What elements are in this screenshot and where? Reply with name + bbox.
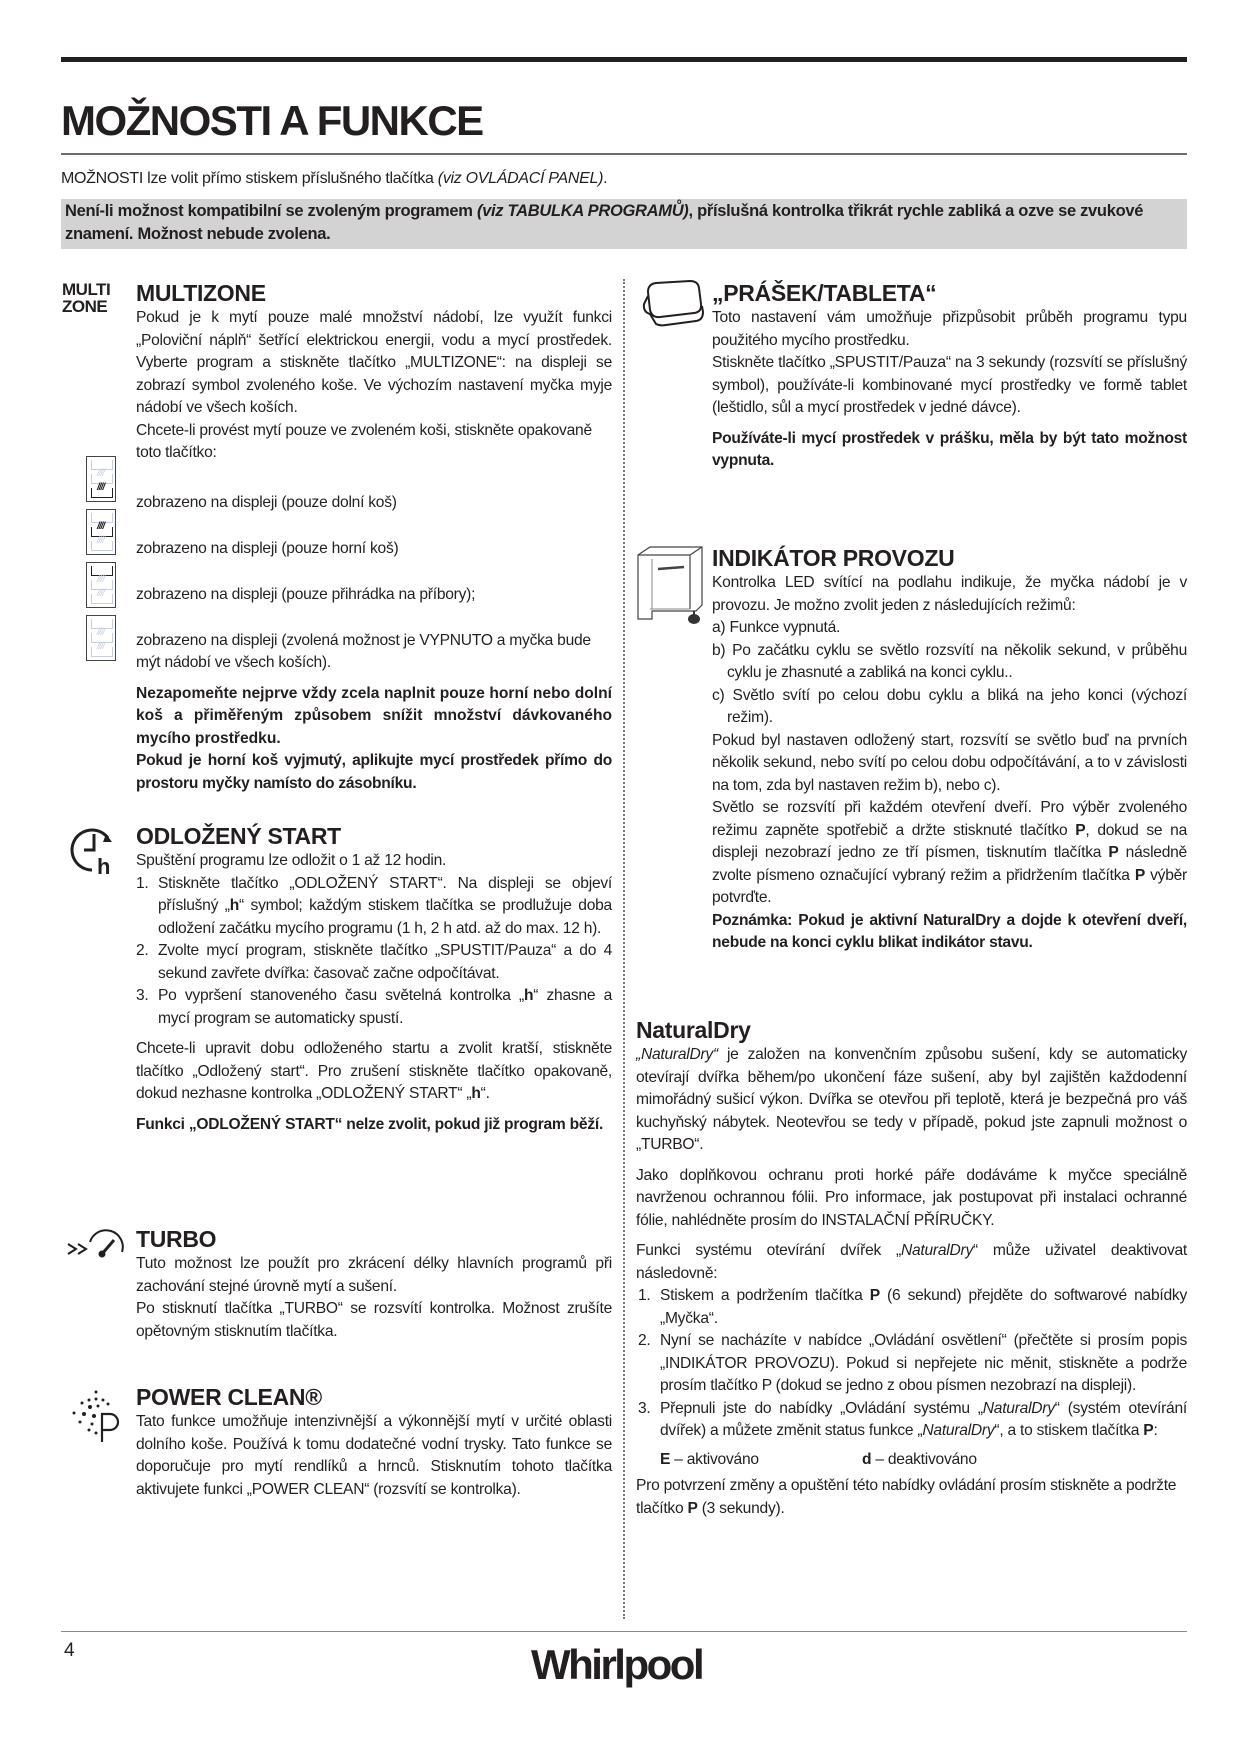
paragraph (136, 307, 612, 420)
multizone-icon-line: MULTI (62, 280, 111, 299)
text-run: h (229, 897, 239, 914)
page-title: MOŽNOSTI A FUNKCE (61, 97, 483, 144)
text-run: (3 sekundy). (697, 1499, 785, 1517)
text-run: Spuštění programu lze odložit o 1 až 12 hodin. (136, 852, 447, 869)
naturaldry-steps (636, 1285, 1187, 1443)
paragraph (712, 730, 1187, 798)
text-run: Stiskem a podržením tlačítka (660, 1287, 870, 1304)
text-run: . (603, 170, 608, 187)
text-run: “ symbol; každým stiskem tlačítka se prodlužuje doba odložení začátku mycího programu (1 h, 2 h atd. až do max. 12 h). (158, 897, 612, 937)
basket-cutlery-icon: //// //// (86, 562, 116, 608)
text-run: P (1075, 821, 1086, 839)
text-run: P (1134, 866, 1145, 884)
intro-text (61, 168, 607, 190)
text-run: P (1108, 844, 1119, 861)
multizone-icon-line: ZONE (62, 297, 108, 316)
status-legend (636, 1449, 1187, 1472)
text-run: následně zvolte písmeno označující vybraný režim a přidržením tlačítka (712, 844, 1187, 884)
text-run: , příslušná kontrolka třikrát rychle zabliká a ozve se zvukové znamení. Možnost nebude zvolena. (65, 202, 1144, 243)
page-number: 4 (64, 1640, 75, 1661)
section-heading: „PRÁŠEK/TABLETA“ (712, 280, 937, 306)
section-multizone (136, 279, 612, 795)
list-item (638, 1398, 1187, 1443)
mode-c: c) Světlo svítí po celou dobu cyklu a bliká na jeho konci (výchozí režim). (712, 686, 1187, 726)
basket-option-cutlery: zobrazeno na displeji (pouze přihrádka na příbory); (136, 585, 476, 603)
text-run: NaturalDry (922, 1422, 995, 1439)
text-run: h (523, 987, 534, 1004)
list-text (660, 1400, 1187, 1440)
paragraph (136, 1298, 612, 1343)
text-run: , dokud se na displeji nezobrazí jedno ze tří písmen, tisknutím tlačítka (712, 821, 1187, 861)
text-run: Chcete-li upravit dobu odloženého startu a zvolit kratší, stiskněte tlačítko „Odložený start“. Pro zrušení stiskněte tlačítko opakovaně, dokud nezhasne kontrolka „ODLOŽENÝ START“ „ (136, 1040, 612, 1102)
power-clean-icon (70, 1388, 124, 1444)
paragraph (136, 850, 612, 873)
paragraph (712, 572, 1187, 617)
text-run: “ (systém otevírání dvířek) a můžete změnit status funkce „ (660, 1399, 1187, 1439)
text-run: d (862, 1450, 872, 1468)
note (712, 428, 1187, 473)
text-run: NaturalDry (982, 1399, 1055, 1417)
text-run: NaturalDry (900, 1242, 973, 1259)
text-run: Tato funkce umožňuje intenzivnější a výkonnější mytí v určité oblasti dolního koše. Používá k tomu dodatečné vodní trysky. Tato funkce se doporučuje pro mytí rendlíků a hrnců. Stisknutím tohoto tlačítka aktivujete funkci „POWER CLEAN“ (rozsvítí se kontrolka). (136, 1413, 612, 1498)
paragraph (712, 352, 1187, 420)
text-run: (viz TABULKA PROGRAMŮ) (476, 202, 689, 220)
paragraph (636, 1165, 1187, 1233)
paragraph (636, 1475, 1187, 1520)
compatibility-warning (61, 199, 1187, 249)
paragraph (712, 797, 1187, 910)
text-run: „NaturalDry“ (636, 1046, 718, 1063)
paragraph (136, 1253, 612, 1298)
section-heading: ODLOŽENÝ START (136, 823, 341, 849)
list-number: 3. (638, 1399, 651, 1417)
text-run: “. (480, 1085, 490, 1102)
text-run: : (1153, 1422, 1158, 1439)
text-run: Není-li možnost kompatibilní se zvoleným programem (65, 202, 477, 220)
section-heading: POWER CLEAN® (136, 1384, 322, 1410)
svg-text:h: h (97, 854, 111, 878)
basket-lower-icon: //// //// (86, 456, 116, 502)
list-item (638, 1330, 1187, 1398)
paragraph (636, 1044, 1187, 1157)
title-rule (61, 153, 1187, 155)
paragraph (136, 420, 612, 465)
paragraph (136, 1411, 612, 1501)
text-run: h (471, 1085, 481, 1102)
list-text (158, 875, 612, 937)
text-run: Funkci „ODLOŽENÝ START“ nelze zvolit, pokud již program běží. (136, 1115, 604, 1133)
text-run: Světlo se rozsvítí při každém otevření dveří. Pro výběr zvoleného režimu zapněte spotřebič a držte stisknuté tlačítko (712, 799, 1187, 839)
section-delay-start (136, 822, 612, 1136)
text-run: Nyní se nacházíte v nabídce „Ovládání osvětlení“ (přečtěte si prosím popis „INDIKÁTOR PROVOZU). Pokud si nepřejete nic měnit, stiskněte a podrže prosím tlačítko P (dokud se jedno z obou písmen nezobrazí na displeji). (660, 1332, 1187, 1394)
text-run: Poznámka: Pokud je aktivní NaturalDry a dojde k otevření dveří, nebude na konci cyklu blikat indikátor stavu. (712, 911, 1187, 951)
list-number: 2. (638, 1332, 651, 1349)
text-run: – aktivováno (670, 1450, 759, 1468)
text-run: Kontrolka LED svítící na podlahu indikuje, že myčka nádobí je v provozu. Je možno zvolit jeden z následujících režimů: (712, 574, 1187, 614)
whirlpool-logo: Whirlpool (531, 1641, 703, 1688)
note (136, 750, 612, 795)
text-run: P (1143, 1422, 1154, 1439)
text-run: Zvolte mycí program, stiskněte tlačítko „SPUSTIT/Pauza“ a do 4 sekund zavřete dvířka: časovač začne odpočítávat. (158, 942, 612, 982)
turbo-icon (66, 1228, 128, 1260)
text-run: je založen na konvenčním způsobu sušení, kdy se automaticky otevírají dvířka během/po ukončení fáze sušení, aby byl zajištěn každodenní mimořádný sušicí výkon. Dvířka se otevřou při teplotě, která je bezpečná pro váš kuchyňský nábytek. Neotevřou se tedy v případě, pokud jste zapnuli možnost o „TURBO“. (636, 1046, 1187, 1153)
text-run: Pro potvrzení změny a opuštění této nabídky ovládání prosím stiskněte a podržte tlačítko (636, 1477, 1177, 1517)
list-number: 1. (136, 874, 149, 892)
list-item (136, 985, 612, 1030)
section-heading: TURBO (136, 1226, 217, 1252)
text-run: Pokud je horní koš vyjmutý, aplikujte mycí prostředek přímo do prostoru myčky namísto do zásobníku. (136, 752, 612, 792)
section-heading: INDIKÁTOR PROVOZU (712, 545, 955, 571)
text-run: Toto nastavení vám umožňuje přizpůsobit průběh programu typu použitého mycího prostředku. (712, 309, 1187, 349)
text-run: (6 sekund) přejděte do softwarové nabídky „Myčka“. (660, 1287, 1187, 1327)
basket-option-lower: zobrazeno na displeji (pouze dolní koš) (136, 493, 397, 511)
text-run: Nezapomeňte nejprve vždy zcela naplnit pouze horní nebo dolní koš a přiměřeným způsobem snížit množství dávkovaného mycího prostředku. (136, 684, 612, 747)
dishwasher-floor-light-icon (636, 545, 708, 629)
basket-option-all: zobrazeno na displeji (zvolená možnost je VYPNUTO a myčka bude mýt nádobí ve všech koších). (136, 631, 591, 671)
text-run: P (869, 1287, 880, 1304)
text-run: – deaktivováno (871, 1450, 977, 1468)
text-run: E (660, 1450, 671, 1468)
text-run: Jako doplňkovou ochranu proti horké páře dodáváme k myčce speciálně navrženou ochrannou fólii. Pro informace, jak postupovat při instalaci ochranné fólie, nahlédněte prosím do INSTALAČNÍ PŘÍRUČKY. (636, 1166, 1187, 1229)
text-run: Pokud byl nastaven odložený start, rozsvítí se světlo buď na prvních několik sekund, nebo svítí po celou dobu odpočítávání, a to v závislosti na tom, zda byl nastaven režim b), nebo c). (712, 731, 1187, 794)
paragraph (136, 1038, 612, 1106)
text-run: výběr potvrďte. (712, 866, 1187, 906)
list-text (660, 1287, 1187, 1327)
text-run: “ může uživatel deaktivovat následovně: (636, 1242, 1187, 1282)
list-item (638, 1285, 1187, 1330)
multizone-icon (62, 281, 110, 315)
tablet-icon (640, 278, 706, 328)
section-operation-indicator (712, 544, 1187, 955)
text-run: Po vypršení stanoveného času světelná kontrolka „ (158, 987, 524, 1004)
basket-upper-icon: //// //// (86, 509, 116, 555)
basket-option-upper: zobrazeno na displeji (pouze horní koš) (136, 539, 399, 557)
list-item (136, 873, 612, 941)
list-item (136, 940, 612, 985)
text-run: “ zhasne a mycí program se automaticky spustí. (158, 987, 612, 1027)
text-run: MOŽNOSTI lze volit přímo stiskem příslušného tlačítka (61, 170, 438, 187)
text-run: Po stisknutí tlačítka „TURBO“ se rozsvítí kontrolka. Možnost zrušíte opětovným stisknutím tlačítka. (136, 1300, 612, 1340)
list-number: 3. (136, 987, 149, 1004)
list-text (158, 987, 612, 1027)
section-naturaldry (636, 1016, 1187, 1520)
note (136, 683, 612, 751)
text-run: Používáte-li mycí prostředek v prášku, měla by být tato možnost vypnuta. (712, 429, 1187, 469)
text-run: Tuto možnost lze použít pro zkrácení délky hlavních programů při zachování stejné úrovně mytí a sušení. (136, 1255, 612, 1295)
section-heading: MULTIZONE (136, 280, 266, 306)
top-rule (61, 57, 1187, 62)
text-run: “, a to stiskem tlačítka (994, 1422, 1144, 1439)
column-divider (623, 279, 625, 1619)
text-run: Přepnuli jste do nabídky „Ovládání systému „ (660, 1399, 983, 1417)
text-run: Chcete-li provést mytí pouze ve zvoleném koši, stiskněte opakovaně toto tlačítko: (136, 421, 592, 461)
note (712, 910, 1187, 955)
note (136, 1114, 612, 1137)
section-turbo (136, 1225, 612, 1343)
basket-all-icon: //// //// (86, 615, 116, 661)
paragraph (636, 1240, 1187, 1285)
mode-b: b) Po začátku cyklu se světlo rozsvítí na několik sekund, v průběhu cyklu je zhasnuté a zabliká na konci cyklu.. (712, 641, 1187, 681)
bottom-rule (61, 1631, 1187, 1632)
status-deactivated (862, 1449, 977, 1472)
list-text (158, 942, 612, 982)
delay-clock-icon (70, 826, 122, 878)
section-power-clean (136, 1383, 612, 1501)
text-run: Funkci systému otevírání dvířek „ (636, 1242, 901, 1259)
text-run: Stiskněte tlačítko „SPUSTIT/Pauza“ na 3 sekundy (rozsvítí se příslušný symbol), používáte-li kombinované mycí prostředky ve formě tablet (leštidlo, sůl a mycí prostředek v jedné dávce). (712, 354, 1187, 416)
list-text (660, 1332, 1187, 1394)
text-run: P (687, 1499, 698, 1517)
text-run: Pokud je k mytí pouze malé množství nádobí, lze využít funkci „Poloviční náplň“ šetřící elektrickou energii, vodu a mycí prostředek. Vyberte program a stiskněte tlačítko „MULTIZONE“: na displeji se zobrazí symbol zvoleného koše. Ve výchozím nastavení myčka myje nádobí ve všech koších. (136, 309, 612, 416)
delay-steps (136, 873, 612, 1031)
list-number: 2. (136, 942, 149, 959)
text-run: Stiskněte tlačítko „ODLOŽENÝ START“. Na displeji se objeví příslušný „ (158, 874, 612, 914)
mode-a: a) Funkce vypnutá. (712, 619, 841, 636)
section-heading: NaturalDry (636, 1017, 751, 1043)
section-powder-tablet (712, 279, 1187, 473)
text-run: (viz OVLÁDACÍ PANEL) (437, 170, 604, 187)
paragraph (712, 307, 1187, 352)
status-activated (660, 1449, 862, 1472)
list-number: 1. (638, 1287, 651, 1304)
